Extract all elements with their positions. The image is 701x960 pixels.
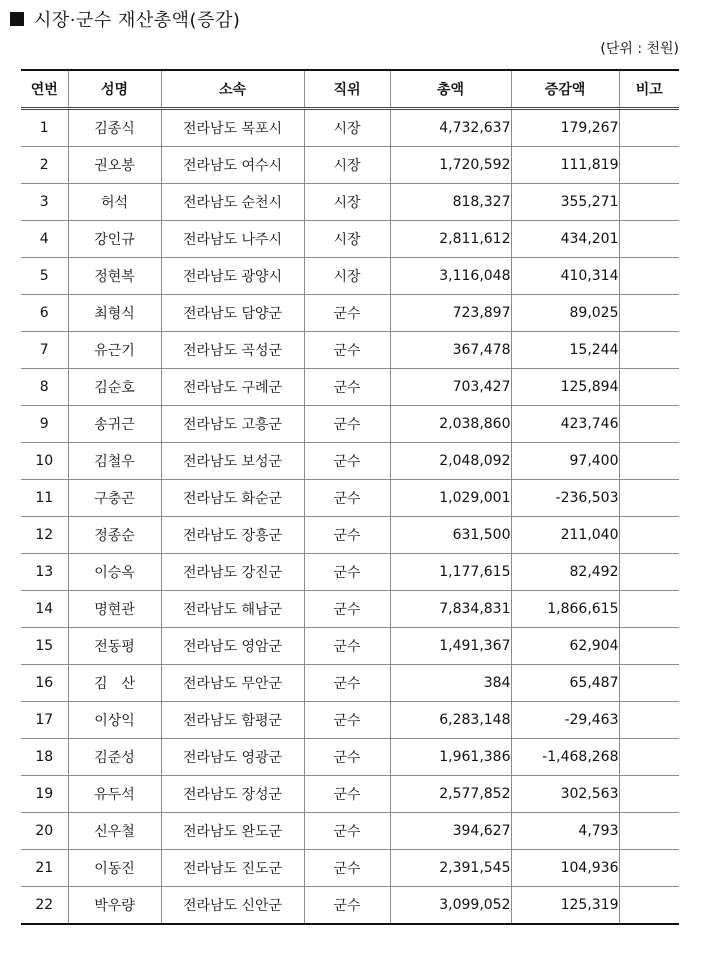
row-number: 10: [21, 443, 68, 480]
position: 시장: [304, 258, 390, 295]
change-amount: 4,793: [511, 813, 619, 850]
total-assets: 2,038,860: [390, 406, 511, 443]
change-amount: 97,400: [511, 443, 619, 480]
position: 시장: [304, 221, 390, 258]
position: 군수: [304, 776, 390, 813]
total-assets: 6,283,148: [390, 702, 511, 739]
official-name: 이동진: [68, 850, 161, 887]
affiliation: 전라남도 신안군: [161, 887, 304, 925]
table-row: [21, 147, 679, 184]
affiliation: 전라남도 완도군: [161, 813, 304, 850]
col-header-affiliation: 소속: [161, 70, 304, 109]
table-row: [21, 813, 679, 850]
row-number: 9: [21, 406, 68, 443]
official-name: 송귀근: [68, 406, 161, 443]
position: 군수: [304, 887, 390, 925]
table-row: [21, 221, 679, 258]
official-name: 정현복: [68, 258, 161, 295]
official-name: 최형식: [68, 295, 161, 332]
note: [619, 702, 679, 739]
position: 군수: [304, 406, 390, 443]
note: [619, 776, 679, 813]
total-assets: 723,897: [390, 295, 511, 332]
position: 군수: [304, 850, 390, 887]
note: [619, 739, 679, 776]
total-assets: 7,834,831: [390, 591, 511, 628]
affiliation: 전라남도 진도군: [161, 850, 304, 887]
note: [619, 443, 679, 480]
change-amount: 302,563: [511, 776, 619, 813]
total-assets: 1,720,592: [390, 147, 511, 184]
position: 군수: [304, 295, 390, 332]
note: [619, 147, 679, 184]
total-assets: 394,627: [390, 813, 511, 850]
affiliation: 전라남도 무안군: [161, 665, 304, 702]
note: [619, 480, 679, 517]
change-amount: 111,819: [511, 147, 619, 184]
asset-table: [21, 69, 679, 925]
position: 군수: [304, 554, 390, 591]
table-row: [21, 776, 679, 813]
note: [619, 369, 679, 406]
page-title: 시장·군수 재산총액(증감): [34, 10, 241, 31]
change-amount: 65,487: [511, 665, 619, 702]
note: [619, 258, 679, 295]
table-row: [21, 850, 679, 887]
total-assets: 367,478: [390, 332, 511, 369]
affiliation: 전라남도 강진군: [161, 554, 304, 591]
change-amount: -1,468,268: [511, 739, 619, 776]
change-amount: 125,894: [511, 369, 619, 406]
note: [619, 517, 679, 554]
total-assets: 1,491,367: [390, 628, 511, 665]
note: [619, 295, 679, 332]
official-name: 김 산: [68, 665, 161, 702]
total-assets: 2,577,852: [390, 776, 511, 813]
row-number: 17: [21, 702, 68, 739]
position: 시장: [304, 147, 390, 184]
col-header-change: 증감액: [511, 70, 619, 109]
row-number: 1: [21, 109, 68, 147]
position: 군수: [304, 739, 390, 776]
affiliation: 전라남도 순천시: [161, 184, 304, 221]
note: [619, 554, 679, 591]
total-assets: 2,048,092: [390, 443, 511, 480]
table-row: [21, 665, 679, 702]
official-name: 유두석: [68, 776, 161, 813]
note: [619, 184, 679, 221]
row-number: 13: [21, 554, 68, 591]
note: [619, 813, 679, 850]
total-assets: 384: [390, 665, 511, 702]
total-assets: 703,427: [390, 369, 511, 406]
official-name: 신우철: [68, 813, 161, 850]
affiliation: 전라남도 여수시: [161, 147, 304, 184]
row-number: 15: [21, 628, 68, 665]
official-name: 명현관: [68, 591, 161, 628]
change-amount: 104,936: [511, 850, 619, 887]
official-name: 허석: [68, 184, 161, 221]
affiliation: 전라남도 해남군: [161, 591, 304, 628]
row-number: 4: [21, 221, 68, 258]
official-name: 정종순: [68, 517, 161, 554]
total-assets: 631,500: [390, 517, 511, 554]
official-name: 이승옥: [68, 554, 161, 591]
note: [619, 665, 679, 702]
total-assets: 818,327: [390, 184, 511, 221]
change-amount: 355,271: [511, 184, 619, 221]
note: [619, 221, 679, 258]
row-number: 16: [21, 665, 68, 702]
position: 군수: [304, 813, 390, 850]
row-number: 2: [21, 147, 68, 184]
position: 군수: [304, 628, 390, 665]
col-header-total: 총액: [390, 70, 511, 109]
total-assets: 1,029,001: [390, 480, 511, 517]
unit-label: (단위 : 천원): [600, 41, 679, 57]
total-assets: 2,391,545: [390, 850, 511, 887]
change-amount: 89,025: [511, 295, 619, 332]
table-row: [21, 517, 679, 554]
position: 군수: [304, 332, 390, 369]
row-number: 21: [21, 850, 68, 887]
table-row: [21, 295, 679, 332]
official-name: 이상익: [68, 702, 161, 739]
row-number: 12: [21, 517, 68, 554]
table-row: [21, 591, 679, 628]
note: [619, 109, 679, 147]
change-amount: 179,267: [511, 109, 619, 147]
official-name: 김순호: [68, 369, 161, 406]
change-amount: 423,746: [511, 406, 619, 443]
position: 시장: [304, 184, 390, 221]
note: [619, 628, 679, 665]
change-amount: 434,201: [511, 221, 619, 258]
note: [619, 591, 679, 628]
affiliation: 전라남도 고흥군: [161, 406, 304, 443]
total-assets: 3,099,052: [390, 887, 511, 925]
table-row: [21, 628, 679, 665]
official-name: 전동평: [68, 628, 161, 665]
position: 군수: [304, 480, 390, 517]
row-number: 18: [21, 739, 68, 776]
affiliation: 전라남도 곡성군: [161, 332, 304, 369]
row-number: 3: [21, 184, 68, 221]
table-row: [21, 480, 679, 517]
position: 군수: [304, 702, 390, 739]
note: [619, 406, 679, 443]
affiliation: 전라남도 담양군: [161, 295, 304, 332]
total-assets: 3,116,048: [390, 258, 511, 295]
change-amount: 211,040: [511, 517, 619, 554]
official-name: 강인규: [68, 221, 161, 258]
official-name: 권오봉: [68, 147, 161, 184]
position: 시장: [304, 109, 390, 147]
col-header-name: 성명: [68, 70, 161, 109]
table-row: [21, 109, 679, 147]
row-number: 19: [21, 776, 68, 813]
position: 군수: [304, 369, 390, 406]
change-amount: 62,904: [511, 628, 619, 665]
title-row: [10, 4, 240, 34]
change-amount: -236,503: [511, 480, 619, 517]
position: 군수: [304, 443, 390, 480]
table-row: [21, 443, 679, 480]
table-body: [21, 109, 679, 925]
col-header-no: 연번: [21, 70, 68, 109]
row-number: 7: [21, 332, 68, 369]
table-row: [21, 258, 679, 295]
row-number: 6: [21, 295, 68, 332]
official-name: 박우량: [68, 887, 161, 925]
affiliation: 전라남도 함평군: [161, 702, 304, 739]
table-row: [21, 739, 679, 776]
affiliation: 전라남도 광양시: [161, 258, 304, 295]
total-assets: 1,177,615: [390, 554, 511, 591]
row-number: 14: [21, 591, 68, 628]
affiliation: 전라남도 영광군: [161, 739, 304, 776]
position: 군수: [304, 517, 390, 554]
note: [619, 887, 679, 925]
change-amount: 15,244: [511, 332, 619, 369]
table-row: [21, 887, 679, 925]
position: 군수: [304, 665, 390, 702]
official-name: 구충곤: [68, 480, 161, 517]
change-amount: 82,492: [511, 554, 619, 591]
col-header-note: 비고: [619, 70, 679, 109]
affiliation: 전라남도 장성군: [161, 776, 304, 813]
change-amount: 410,314: [511, 258, 619, 295]
official-name: 유근기: [68, 332, 161, 369]
table-row: [21, 554, 679, 591]
row-number: 20: [21, 813, 68, 850]
table-row: [21, 369, 679, 406]
affiliation: 전라남도 보성군: [161, 443, 304, 480]
row-number: 11: [21, 480, 68, 517]
note: [619, 850, 679, 887]
change-amount: 1,866,615: [511, 591, 619, 628]
affiliation: 전라남도 나주시: [161, 221, 304, 258]
note: [619, 332, 679, 369]
change-amount: 125,319: [511, 887, 619, 925]
total-assets: 2,811,612: [390, 221, 511, 258]
row-number: 8: [21, 369, 68, 406]
table-row: [21, 406, 679, 443]
table-row: [21, 702, 679, 739]
square-bullet-icon: [10, 12, 24, 26]
table-row: [21, 332, 679, 369]
total-assets: 4,732,637: [390, 109, 511, 147]
change-amount: -29,463: [511, 702, 619, 739]
position: 군수: [304, 591, 390, 628]
affiliation: 전라남도 구례군: [161, 369, 304, 406]
col-header-position: 직위: [304, 70, 390, 109]
row-number: 5: [21, 258, 68, 295]
official-name: 김준성: [68, 739, 161, 776]
affiliation: 전라남도 화순군: [161, 480, 304, 517]
table-row: [21, 184, 679, 221]
affiliation: 전라남도 장흥군: [161, 517, 304, 554]
affiliation: 전라남도 영암군: [161, 628, 304, 665]
header-row: [21, 70, 679, 109]
affiliation: 전라남도 목포시: [161, 109, 304, 147]
total-assets: 1,961,386: [390, 739, 511, 776]
row-number: 22: [21, 887, 68, 925]
official-name: 김종식: [68, 109, 161, 147]
official-name: 김철우: [68, 443, 161, 480]
